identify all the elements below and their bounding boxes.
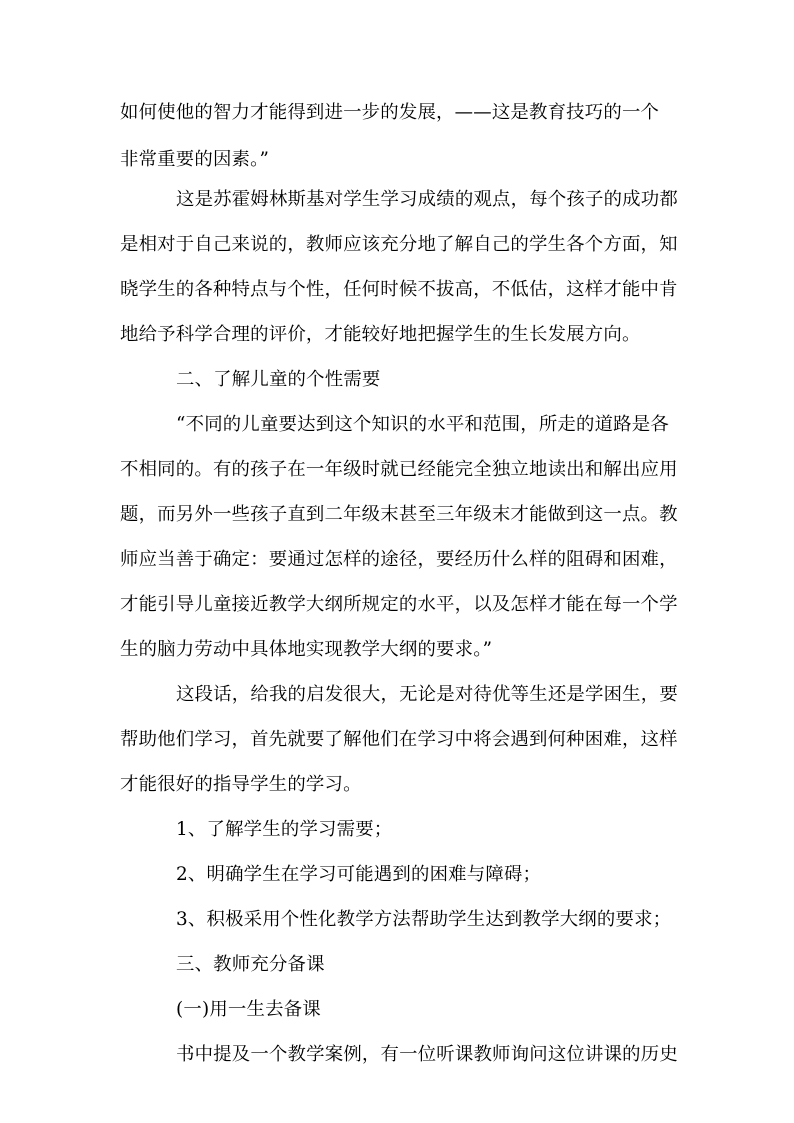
text-line: 生的脑力劳动中具体地实现教学大纲的要求。” (120, 639, 493, 660)
section-heading: 三、教师充分备课 (176, 954, 325, 975)
text-line: 是相对于自己来说的，教师应该充分地了解自己的学生各个方面，知 (120, 234, 678, 255)
text-line: 师应当善于确定：要通过怎样的途径，要经历什么样的阻碍和困难， (120, 549, 678, 570)
text-line: 地给予科学合理的评价，才能较好地把握学生的生长发展方向。 (120, 324, 641, 345)
paragraph-first-line: 书中提及一个教学案例，有一位听课教师询问这位讲课的历史 (176, 1044, 678, 1065)
list-item: 3、积极采用个性化教学方法帮助学生达到教学大纲的要求； (176, 909, 672, 930)
text-line: 非常重要的因素。” (120, 149, 270, 170)
subsection-heading: (一)用一生去备课 (176, 999, 321, 1020)
paragraph-first-line: 这段话，给我的启发很大，无论是对待优等生还是学困生，要 (176, 684, 678, 705)
text-line: 才能很好的指导学生的学习。 (120, 774, 362, 795)
list-item: 2、明确学生在学习可能遇到的困难与障碍； (176, 864, 542, 885)
text-line: 帮助他们学习，首先就要了解他们在学习中将会遇到何种困难，这样 (120, 729, 678, 750)
quote-first-line: “不同的儿童要达到这个知识的水平和范围，所走的道路是各 (176, 414, 669, 435)
text-line: 如何使他的智力才能得到进一步的发展，——这是教育技巧的一个 (120, 102, 660, 123)
text-line: 才能引导儿童接近教学大纲所规定的水平，以及怎样才能在每一个学 (120, 594, 678, 615)
text-line: 晓学生的各种特点与个性，任何时候不拔高，不低估，这样才能中肯 (120, 279, 678, 300)
text-line: 题，而另外一些孩子直到二年级末甚至三年级末才能做到这一点。教 (120, 504, 678, 525)
section-heading: 二、了解儿童的个性需要 (176, 369, 381, 390)
paragraph-first-line: 这是苏霍姆林斯基对学生学习成绩的观点，每个孩子的成功都 (176, 189, 678, 210)
list-item: 1、了解学生的学习需要； (176, 819, 393, 840)
text-line: 不相同的。有的孩子在一年级时就已经能完全独立地读出和解出应用 (120, 459, 678, 480)
